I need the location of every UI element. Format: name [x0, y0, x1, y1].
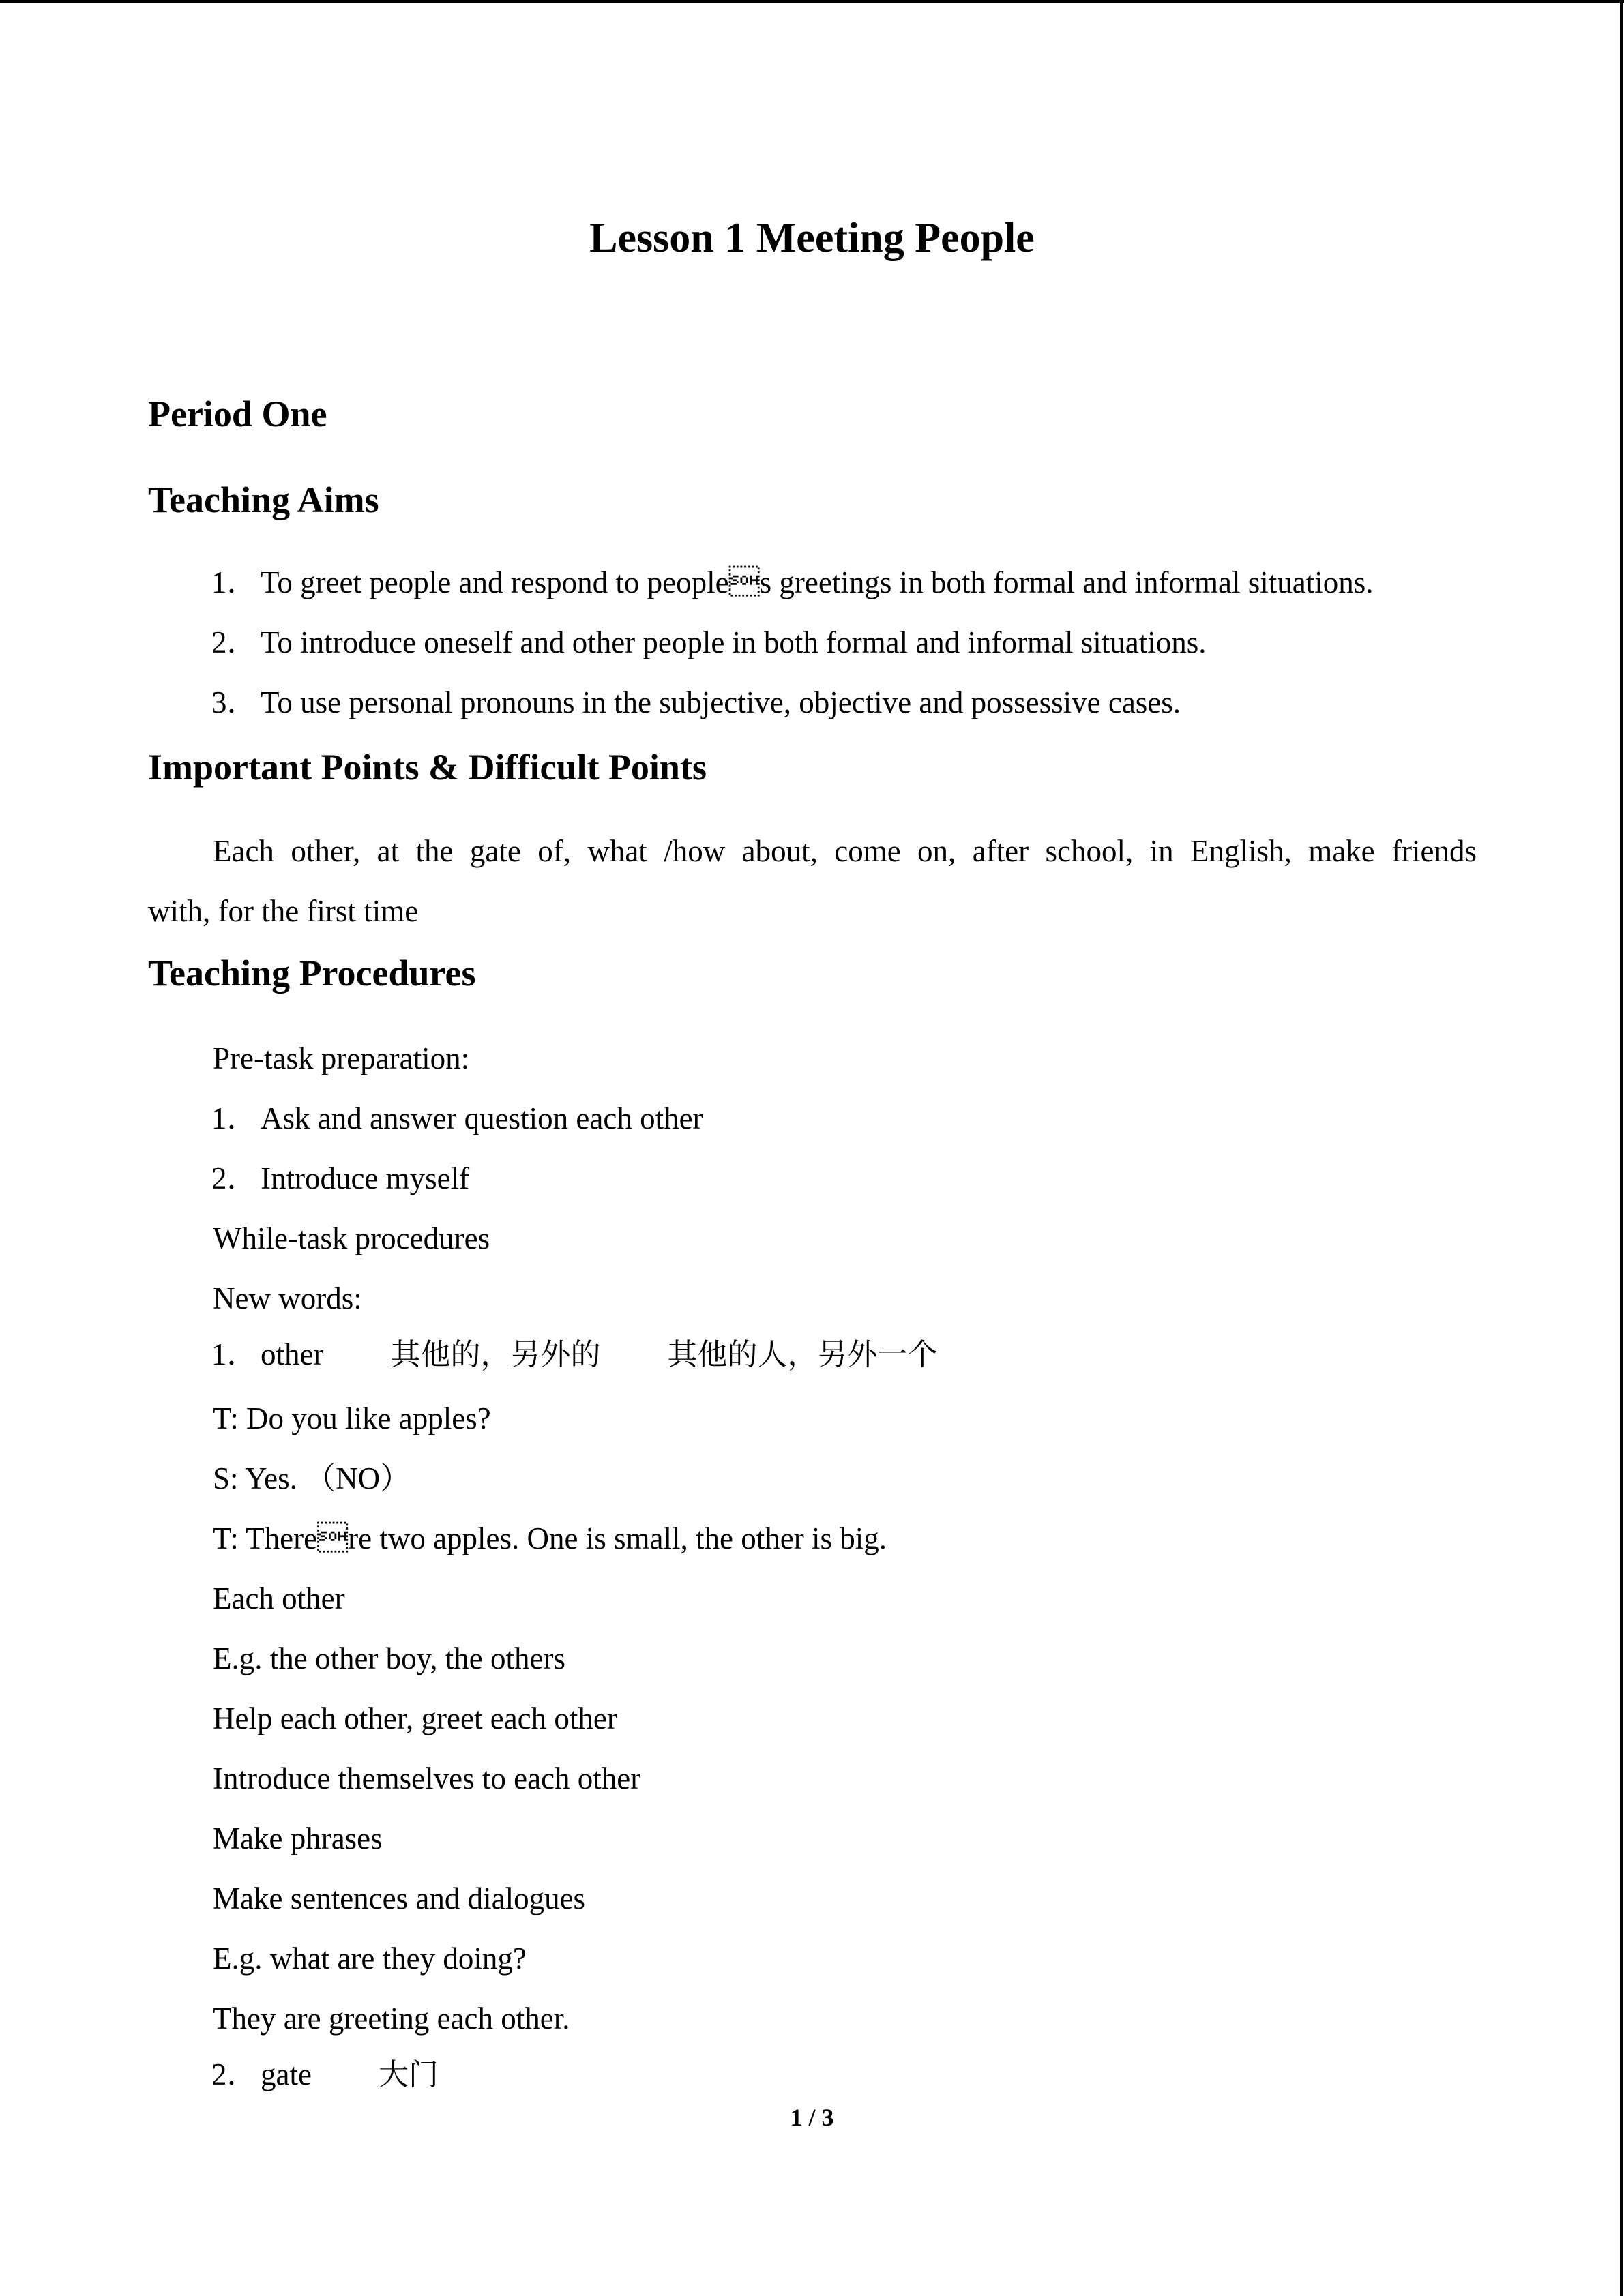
- period-heading: Period One: [148, 393, 327, 434]
- word-number: 2．: [211, 2057, 258, 2091]
- points-paragraph-line1: Each other, at the gate of, what /how about, come on, after school, in English, make friends: [213, 834, 1477, 868]
- new-words-label: New words:: [213, 1281, 362, 1315]
- pre-task-label: Pre-task preparation:: [213, 1041, 470, 1075]
- dialogue-line: E.g. what are they doing?: [213, 1941, 527, 1976]
- pre-task-item: [211, 1103, 703, 1134]
- word-entry-gate: [211, 2059, 439, 2090]
- dialogue-line: Make phrases: [213, 1821, 383, 1855]
- pre-task-text: Introduce myself: [261, 1161, 470, 1195]
- aim-text: To introduce oneself and other people in both formal and informal situations.: [261, 625, 1207, 659]
- word-number: 1．: [211, 1337, 258, 1371]
- important-points-heading: Important Points & Difficult Points: [148, 747, 707, 788]
- word-meaning-adj: 其他的，另外的: [390, 1337, 601, 1372]
- word-entry-other: [211, 1339, 937, 1370]
- word-text: gate: [261, 2057, 312, 2091]
- dialogue-line: Each other: [213, 1581, 345, 1615]
- aim-number: 3．: [211, 685, 258, 719]
- page-title: Lesson 1 Meeting People: [589, 215, 1035, 261]
- dialogue-line: Help each other, greet each other: [213, 1701, 617, 1735]
- word-meaning: 大门: [378, 2057, 439, 2092]
- word-text: other: [261, 1337, 324, 1371]
- aim-number: 2．: [211, 625, 258, 659]
- pre-task-text: Ask and answer question each other: [261, 1101, 703, 1135]
- aim-text: To greet people and respond to peoples greetings in both formal and informal situations.: [261, 565, 1374, 599]
- aim-item: [211, 567, 1373, 598]
- page-number: 1 / 3: [790, 2104, 834, 2131]
- dialogue-line: S: Yes. （NO）: [213, 1461, 411, 1495]
- while-task-label: While-task procedures: [213, 1221, 490, 1255]
- pre-task-item: [211, 1163, 469, 1194]
- dialogue-line: E.g. the other boy, the others: [213, 1641, 565, 1675]
- aim-number: 1．: [211, 565, 258, 599]
- right-border: [1620, 0, 1623, 2296]
- dialogue-line: Introduce themselves to each other: [213, 1761, 641, 1795]
- teaching-aims-heading: Teaching Aims: [148, 479, 379, 520]
- dialogue-line: T: Therere two apples. One is small, the other is big.: [213, 1521, 887, 1555]
- dialogue-line: T: Do you like apples?: [213, 1401, 491, 1435]
- pre-task-number: 1．: [211, 1101, 258, 1135]
- aim-item: [211, 627, 1207, 658]
- dialogue-line: Make sentences and dialogues: [213, 1881, 586, 1915]
- dialogue-line: They are greeting each other.: [213, 2001, 570, 2036]
- aim-text: To use personal pronouns in the subjective, objective and possessive cases.: [261, 685, 1181, 719]
- aim-item: [211, 687, 1181, 718]
- teaching-procedures-heading: Teaching Procedures: [148, 953, 476, 994]
- pre-task-number: 2．: [211, 1161, 258, 1195]
- top-border: [0, 0, 1624, 3]
- word-meaning-pron: 其他的人，另外一个: [667, 1337, 938, 1372]
- points-paragraph-line2: with, for the first time: [148, 894, 419, 928]
